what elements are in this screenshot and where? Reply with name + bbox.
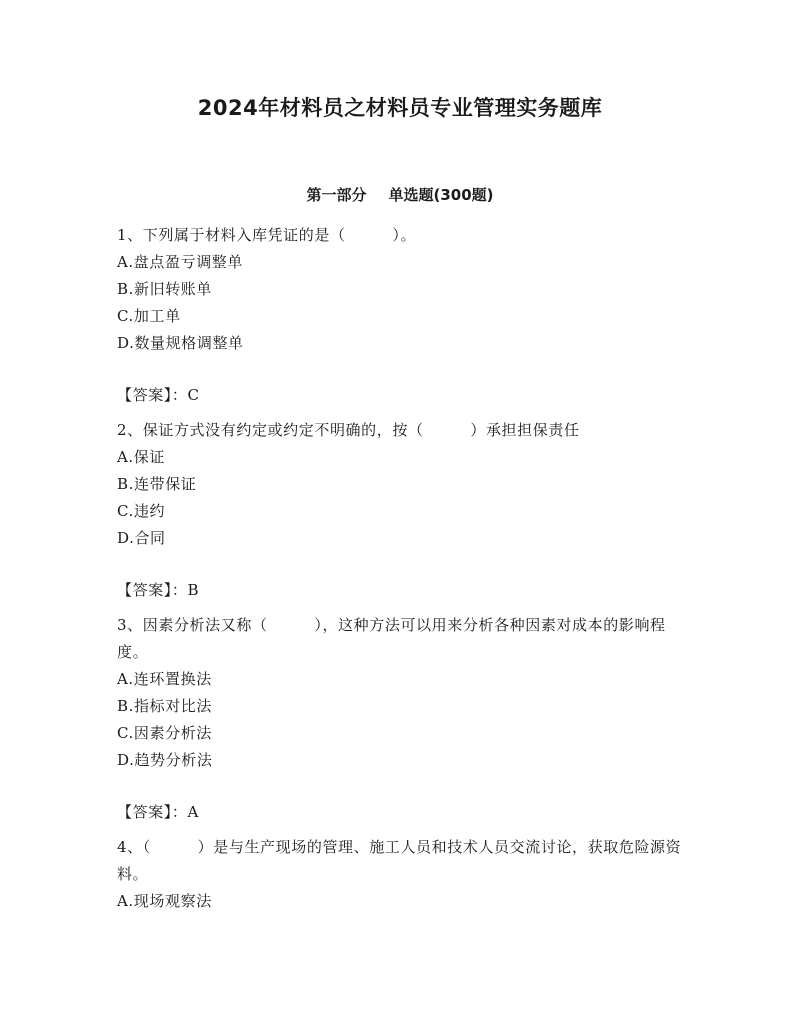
- question-text: 3、因素分析法又称（ ），这种方法可以用来分析各种因素对成本的影响程度。: [117, 616, 666, 661]
- option-d: D.趋势分析法: [117, 751, 213, 769]
- question-text: 1、下列属于材料入库凭证的是（ ）。: [117, 226, 417, 244]
- option-c: C.违约: [117, 502, 166, 520]
- answer-line: 【答案】：B: [117, 581, 200, 599]
- option-c: C.加工单: [117, 307, 181, 325]
- document-title: 2024年材料员之材料员专业管理实务题库: [197, 96, 603, 120]
- question-4: [117, 834, 687, 915]
- option-d: D.数量规格调整单: [117, 334, 244, 352]
- option-b: B.指标对比法: [117, 697, 212, 715]
- option-a: A.保证: [117, 448, 166, 466]
- question-1: [117, 222, 687, 409]
- option-c: C.因素分析法: [117, 724, 212, 742]
- option-a: A.现场观察法: [117, 892, 212, 910]
- question-text: 2、保证方式没有约定或约定不明确的，按（ ）承担担保责任: [117, 421, 580, 439]
- section-part: 第一部分: [306, 186, 367, 204]
- option-b: B.连带保证: [117, 475, 197, 493]
- option-a: A.连环置换法: [117, 670, 212, 688]
- option-b: B.新旧转账单: [117, 280, 212, 298]
- question-list: [117, 222, 687, 915]
- option-d: D.合同: [117, 529, 166, 547]
- question-text: 4、（ ）是与生产现场的管理、施工人员和技术人员交流讨论，获取危险源资料。: [117, 838, 682, 883]
- answer-line: 【答案】：A: [117, 803, 199, 821]
- option-a: A.盘点盈亏调整单: [117, 253, 244, 271]
- section-heading: [0, 184, 800, 205]
- section-name: 单选题(300题): [388, 186, 494, 204]
- question-2: [117, 417, 687, 604]
- question-3: [117, 612, 687, 826]
- answer-line: 【答案】：C: [117, 386, 200, 404]
